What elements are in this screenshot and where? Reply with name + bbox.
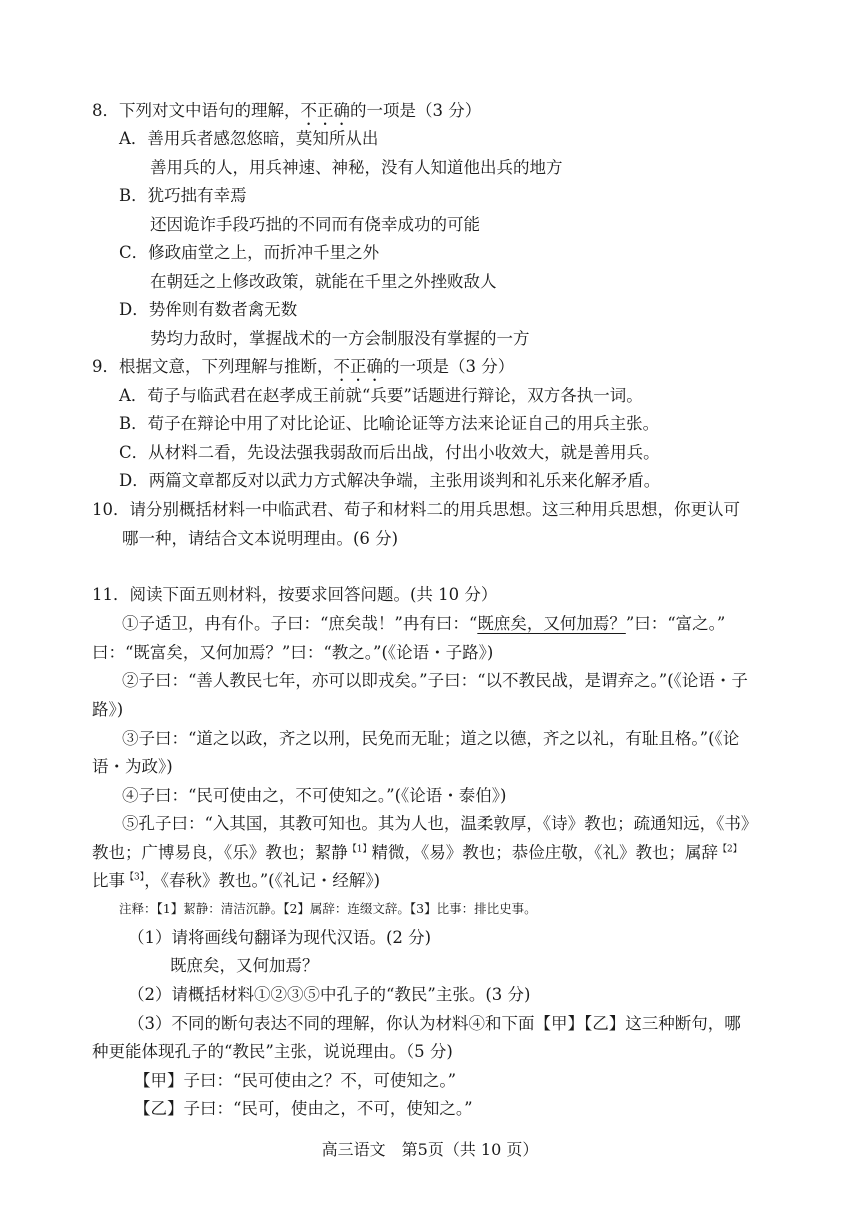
footnote: 注释：【1】絜静：清洁沉静。【2】属辞：连缀文辞。【3】比事：排比史事。: [119, 901, 537, 916]
material-5-line-3: [92, 869, 380, 893]
material-5-line-2: [92, 841, 742, 865]
q8-option-d: D．势侔则有数者禽无数: [119, 300, 298, 319]
question-8-stem: [92, 99, 481, 129]
material-1-text-b: ”曰：“富之。”: [625, 614, 726, 633]
q8-option-a: A．善用兵者感忽悠暗，莫知所从出: [119, 129, 379, 148]
footnote-ref-2: 【2】: [717, 844, 742, 855]
material-5-text-c1: 比事: [92, 871, 125, 890]
q8-option-a-explain: 善用兵的人，用兵神速、神秘，没有人知道他出兵的地方: [150, 158, 563, 177]
q8-option-d-explain: 势均力敌时，掌握战术的一方会制服没有掌握的一方: [150, 329, 530, 348]
material-4: ④子曰：“民可使由之，不可使知之。”(《论语・泰伯》): [122, 786, 507, 805]
sub-question-1: （1）请将画线句翻译为现代汉语。(2 分): [128, 928, 432, 947]
footnote-ref-3: 【3】: [125, 872, 145, 883]
material-5-text-b1: 教也；广博易良，《乐》教也；絜静: [92, 843, 348, 862]
q9-option-b: B．荀子在辩论中用了对比论证、比喻论证等方法来论证自己的用兵主张。: [119, 414, 660, 433]
q9-option-c: C．从材料二看，先设法强我弱敌而后出战，付出小收效大，就是善用兵。: [119, 443, 660, 462]
punctuation-option-jia: 【甲】子曰：“民可使由之？不，可使知之。”: [134, 1071, 457, 1090]
q9-option-a: A．荀子与临武君在赵孝成王前就“兵要”话题进行辩论，双方各执一词。: [119, 386, 643, 405]
material-3-line-2: 语・为政》): [92, 757, 173, 776]
punctuation-option-yi: 【乙】子曰：“民可，使由之，不可，使知之。”: [134, 1099, 473, 1118]
material-2-line-1: ②子曰：“善人教民七年，亦可以即戎矣。”子曰：“以不教民战，是谓弃之。”(《论语・子: [122, 671, 748, 690]
material-1-line-2: 曰：“既富矣，又何加焉？”曰：“教之。”(《论语・子路》): [92, 643, 494, 662]
sub-question-2: （2）请概括材料①②③⑤中孔子的“教民”主张。(3 分): [128, 985, 531, 1004]
q8-option-b-explain: 还因诡诈手段巧拙的不同而有侥幸成功的可能: [150, 215, 480, 234]
q8-stem-pre: 8．下列对文中语句的理解，: [92, 101, 301, 120]
q8-option-b: B．犹巧拙有幸焉: [119, 186, 247, 205]
footnote-ref-1: 【1】: [347, 844, 372, 855]
material-5-text-c2: ，《春秋》教也。”(《礼记・经解》): [144, 871, 381, 890]
q8-stem-emphasis: 不正确: [300, 101, 350, 120]
q9-stem-emphasis: 不正确: [333, 357, 383, 376]
q8-option-c-explain: 在朝廷之上修改政策，就能在千里之外挫败敌人: [150, 272, 497, 291]
material-5-text-b2: 精微，《易》教也；恭俭庄敬，《礼》教也；属辞: [371, 843, 718, 862]
material-1-line-1: [122, 612, 725, 636]
material-1-text-a: ①子适卫，冉有仆。子曰：“庶矣哉！”冉有曰：“: [122, 614, 478, 633]
material-2-line-2: 路》): [92, 700, 124, 719]
material-5-line-1: ⑤孔子曰：“入其国，其教可知也。其为人也，温柔敦厚，《诗》教也；疏通知远，《书》: [122, 814, 758, 833]
question-10-line-2: 哪一种，请结合文本说明理由。(6 分): [122, 529, 399, 548]
q8-option-c: C．修政庙堂之上，而折冲千里之外: [119, 243, 380, 262]
question-9-stem: [92, 355, 514, 385]
q9-stem-pre: 9．根据文意，下列理解与推断，: [92, 357, 334, 376]
question-11-stem: 11．阅读下面五则材料，按要求回答问题。(共 10 分）: [92, 585, 498, 604]
material-1-underlined: 既庶矣，又何加焉？: [477, 614, 626, 633]
sub-question-3-line-1: （3）不同的断句表达不同的理解，你认为材料④和下面【甲】【乙】这三种断句，哪: [128, 1014, 741, 1033]
material-3-line-1: ③子曰：“道之以政，齐之以刑，民免而无耻；道之以德，齐之以礼，有耻且格。”(《论: [122, 729, 740, 748]
page-footer: 高三语文 第5页（共 10 页）: [321, 1140, 539, 1159]
q8-stem-post: 的一项是（3 分）: [350, 101, 482, 120]
sub-question-3-line-2: 种更能体现孔子的“教民”主张，说说理由。（5 分): [92, 1042, 453, 1061]
q9-option-d: D．两篇文章都反对以武力方式解决争端，主张用谈判和礼乐来化解矛盾。: [119, 471, 661, 490]
sub-question-1-quote: 既庶矣，又何加焉？: [170, 956, 319, 975]
question-10-line-1: 10．请分别概括材料一中临武君、荀子和材料二的用兵思想。这三种用兵思想，你更认可: [92, 500, 740, 519]
q9-stem-post: 的一项是（3 分）: [383, 357, 515, 376]
